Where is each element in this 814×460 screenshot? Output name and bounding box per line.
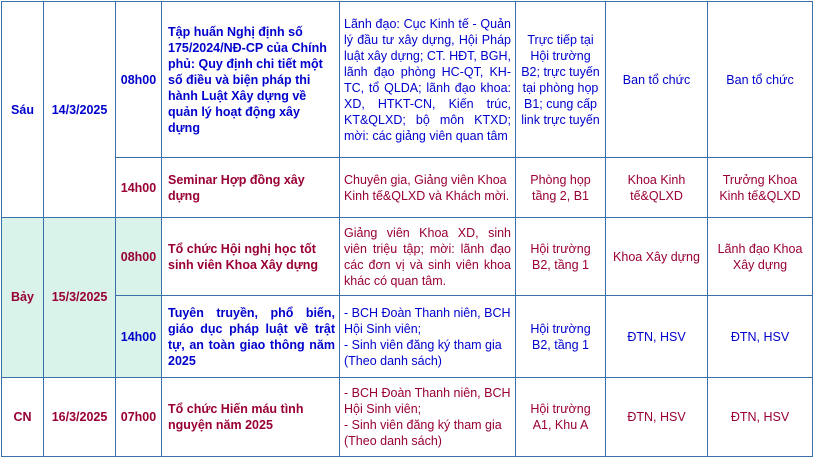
time-cell: 08h00 [116,2,162,158]
preparation-cell: ĐTN, HSV [606,377,708,456]
table-row [2,158,813,218]
location-cell: Hội trường A1, Khu A [516,377,606,456]
participants-cell: Chuyên gia, Giảng viên Khoa Kinh tế&QLXD và Khách mời. [340,158,516,218]
topic-cell: Tập huấn Nghị định số 175/2024/NĐ-CP của Chính phủ: Quy định chi tiết một số điều và biện pháp thi hành Luật Xây dựng về quản lý hoạt động xây dựng [162,2,340,158]
host-cell: ĐTN, HSV [708,296,813,377]
location-cell: Hội trường B2, tầng 1 [516,218,606,296]
location-cell: Phòng họp tầng 2, B1 [516,158,606,218]
preparation-cell: Khoa Kinh tế&QLXD [606,158,708,218]
preparation-cell: ĐTN, HSV [606,296,708,377]
participants-cell: - BCH Đoàn Thanh niên, BCH Hội Sinh viên; - Sinh viên đăng ký tham gia (Theo danh sách) [340,377,516,456]
date-cell: 15/3/2025 [44,218,116,378]
preparation-cell: Khoa Xây dựng [606,218,708,296]
location-cell: Trực tiếp tại Hội trường B2; trực tuyến tại phòng họp B1; cung cấp link trực tuyến [516,2,606,158]
location-cell: Hội trường B2, tầng 1 [516,296,606,377]
date-cell: 16/3/2025 [44,377,116,456]
topic-cell: Tổ chức Hiến máu tình nguyện năm 2025 [162,377,340,456]
time-cell: 08h00 [116,218,162,296]
time-cell: 07h00 [116,377,162,456]
schedule-table [1,1,813,457]
table-row [2,377,813,456]
participants-cell: Giảng viên Khoa XD, sinh viên triệu tập; mời: lãnh đạo các đơn vị và sinh viên khoa khác có quan tâm. [340,218,516,296]
participants-cell: - BCH Đoàn Thanh niên, BCH Hội Sinh viên; - Sinh viên đăng ký tham gia (Theo danh sách) [340,296,516,377]
preparation-cell: Ban tổ chức [606,2,708,158]
host-cell: Ban tổ chức [708,2,813,158]
day-cell: CN [2,377,44,456]
host-cell: ĐTN, HSV [708,377,813,456]
host-cell: Trưởng Khoa Kinh tế&QLXD [708,158,813,218]
date-cell: 14/3/2025 [44,2,116,218]
host-cell: Lãnh đạo Khoa Xây dựng [708,218,813,296]
time-cell: 14h00 [116,296,162,377]
topic-cell: Tổ chức Hội nghị học tốt sinh viên Khoa Xây dựng [162,218,340,296]
topic-cell: Seminar Hợp đồng xây dựng [162,158,340,218]
time-cell: 14h00 [116,158,162,218]
day-cell: Sáu [2,2,44,218]
participants-cell: Lãnh đạo: Cục Kinh tế - Quản lý đầu tư xây dựng, Hội Pháp luật xây dựng; CT. HĐT, BGH, lãnh đạo phòng HC-QT, KH-TC, tổ QLDA; lãnh đạo khoa: XD, HTKT-CN, Kiến trúc, KT&QLXD; bộ môn KTXD; mời: các giảng viên quan tâm [340,2,516,158]
table-row [2,296,813,377]
table-row [2,218,813,296]
topic-cell: Tuyên truyền, phổ biến, giáo dục pháp luật về trật tự, an toàn giao thông năm 2025 [162,296,340,377]
table-row [2,2,813,158]
day-cell: Bảy [2,218,44,378]
